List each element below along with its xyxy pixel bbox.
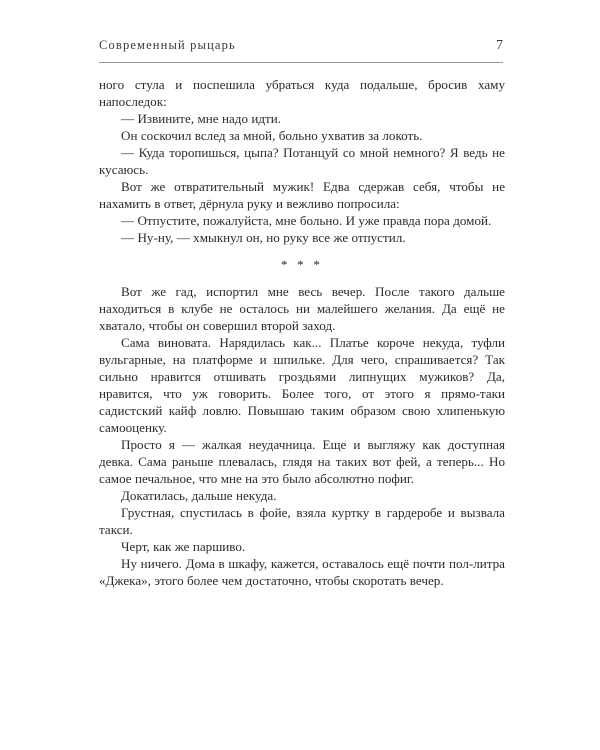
paragraph: Сама виновата. Нарядилась как... Платье короче некуда, туфли вульгарные, на платформе и шпильке. Для чего, спрашивается? Так сильно нравится отшивать гроздьями липнущих мужиков? Да, нравится, что уж говорить. Более того, от этого я прямо-таки садистский кайф ловлю. Повышаю таким образом свою хлипенькую самооценку. bbox=[99, 334, 505, 435]
paragraph: — Отпустите, пожалуйста, мне больно. И уже правда пора домой. bbox=[121, 213, 492, 229]
paragraph: ного стула и поспешила убраться куда подальше, бросив хаму напоследок: bbox=[99, 77, 505, 110]
paragraph: Ну ничего. Дома в шкафу, кажется, оставалось ещё почти пол-литра «Джека», этого более чем достаточно, чтобы скоротать вечер. bbox=[99, 556, 505, 589]
paragraph: Черт, как же паршиво. bbox=[121, 539, 246, 555]
paragraph: — Куда торопишься, цыпа? Потанцуй со мной немного? Я ведь не кусаюсь. bbox=[99, 145, 505, 178]
running-head-title: Современный рыцарь bbox=[99, 38, 236, 52]
body-text-block bbox=[99, 76, 505, 589]
paragraph: Вот же отвратительный мужик! Едва сдержав себя, чтобы не нахамить в ответ, дёрнула руку и вежливо попросила: bbox=[99, 179, 505, 212]
paragraph: Вот же гад, испортил мне весь вечер. После такого дальше находиться в клубе не осталось ни малейшего желания. Да ещё не хватало, чтобы он совершил второй заход. bbox=[99, 283, 505, 333]
paragraph: Просто я — жалкая неудачница. Еще и выгляжу как доступная девка. Сама раньше плевалась, глядя на таких вот фей, а теперь... Но самое печальное, что мне на это было абсолютно пофиг. bbox=[99, 436, 505, 487]
paragraph: — Извините, мне надо идти. bbox=[121, 111, 282, 127]
paragraph: Грустная, спустилась в фойе, взяла куртку в гардеробе и вызвала такси. bbox=[99, 505, 505, 538]
header-rule-divider bbox=[99, 62, 503, 63]
paragraph: Докатилась, дальше некуда. bbox=[121, 488, 277, 504]
scene-break-separator: * * * bbox=[280, 257, 324, 273]
paragraph: — Ну-ну, — хмыкнул он, но руку все же отпустил. bbox=[121, 230, 406, 246]
paragraph: Он соскочил вслед за мной, больно ухватив за локоть. bbox=[121, 128, 423, 144]
page-number: 7 bbox=[496, 38, 503, 53]
running-head bbox=[99, 38, 503, 54]
